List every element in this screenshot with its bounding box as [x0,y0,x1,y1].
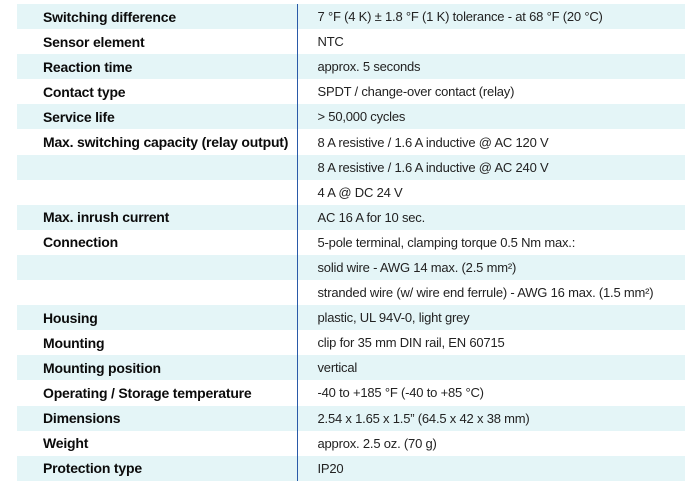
spec-value: IP20 [297,456,685,481]
spec-label: Weight [43,435,89,452]
spec-value: plastic, UL 94V-0, light grey [297,305,685,330]
spec-label [17,255,297,280]
table-row [17,305,685,330]
spec-value: approx. 5 seconds [297,54,685,79]
table-row [17,180,685,205]
specifications-table [17,4,685,481]
spec-label: Reaction time [17,54,297,79]
spec-label [17,280,297,305]
table-row [17,205,685,230]
table-row [17,4,685,29]
spec-value: -40 to +185 °F (-40 to +85 °C) [297,380,685,405]
spec-value: stranded wire (w/ wire end ferrule) - AWG 16 max. (1.5 mm²) [297,280,685,305]
spec-label: Dimensions [17,406,297,431]
spec-value: solid wire - AWG 14 max. (2.5 mm²) [297,255,685,280]
spec-value: 4 A @ DC 24 V [297,180,685,205]
spec-value: NTC [297,29,685,54]
spec-label: Sensor element [43,33,145,50]
spec-value: 8 A resistive / 1.6 A inductive @ AC 240 V [297,155,685,180]
spec-value: approx. 2.5 oz. (70 g) [297,431,685,456]
spec-value: vertical [297,355,685,380]
spec-value: > 50,000 cycles [297,104,685,129]
spec-label: Service life [17,104,297,129]
spec-value: 2.54 x 1.65 x 1.5” (64.5 x 42 x 38 mm) [297,406,685,431]
spec-label: Housing [17,305,297,330]
spec-label [17,180,297,205]
table-row [17,104,685,129]
table-row [17,456,685,481]
spec-label: Mounting position [17,355,297,380]
spec-label: Protection type [17,456,297,481]
spec-label: Operating / Storage temperature [43,384,252,401]
spec-value: 8 A resistive / 1.6 A inductive @ AC 120 V [297,129,685,154]
table-row [17,29,685,54]
table-row [17,129,685,154]
table-row [17,155,685,180]
table-row [17,380,685,405]
spec-label: Connection [43,234,118,251]
spec-value: 7 °F (4 K) ± 1.8 °F (1 K) tolerance - at 68 °F (20 °C) [297,4,685,29]
table-row [17,255,685,280]
table-row [17,330,685,355]
table-row [17,406,685,431]
table-row [17,54,685,79]
table-row [17,79,685,104]
spec-label: Switching difference [17,4,297,29]
spec-label: Contact type [43,83,126,100]
table-row [17,280,685,305]
spec-label [17,155,297,180]
table-row [17,230,685,255]
spec-value: clip for 35 mm DIN rail, EN 60715 [297,330,685,355]
spec-label: Max. switching capacity (relay output) [43,134,289,151]
spec-label: Max. inrush current [17,205,297,230]
spec-value: SPDT / change-over contact (relay) [297,79,685,104]
spec-value: 5-pole terminal, clamping torque 0.5 Nm max.: [297,230,685,255]
spec-value: AC 16 A for 10 sec. [297,205,685,230]
table-row [17,355,685,380]
table-row [17,431,685,456]
spec-label: Mounting [43,334,105,351]
